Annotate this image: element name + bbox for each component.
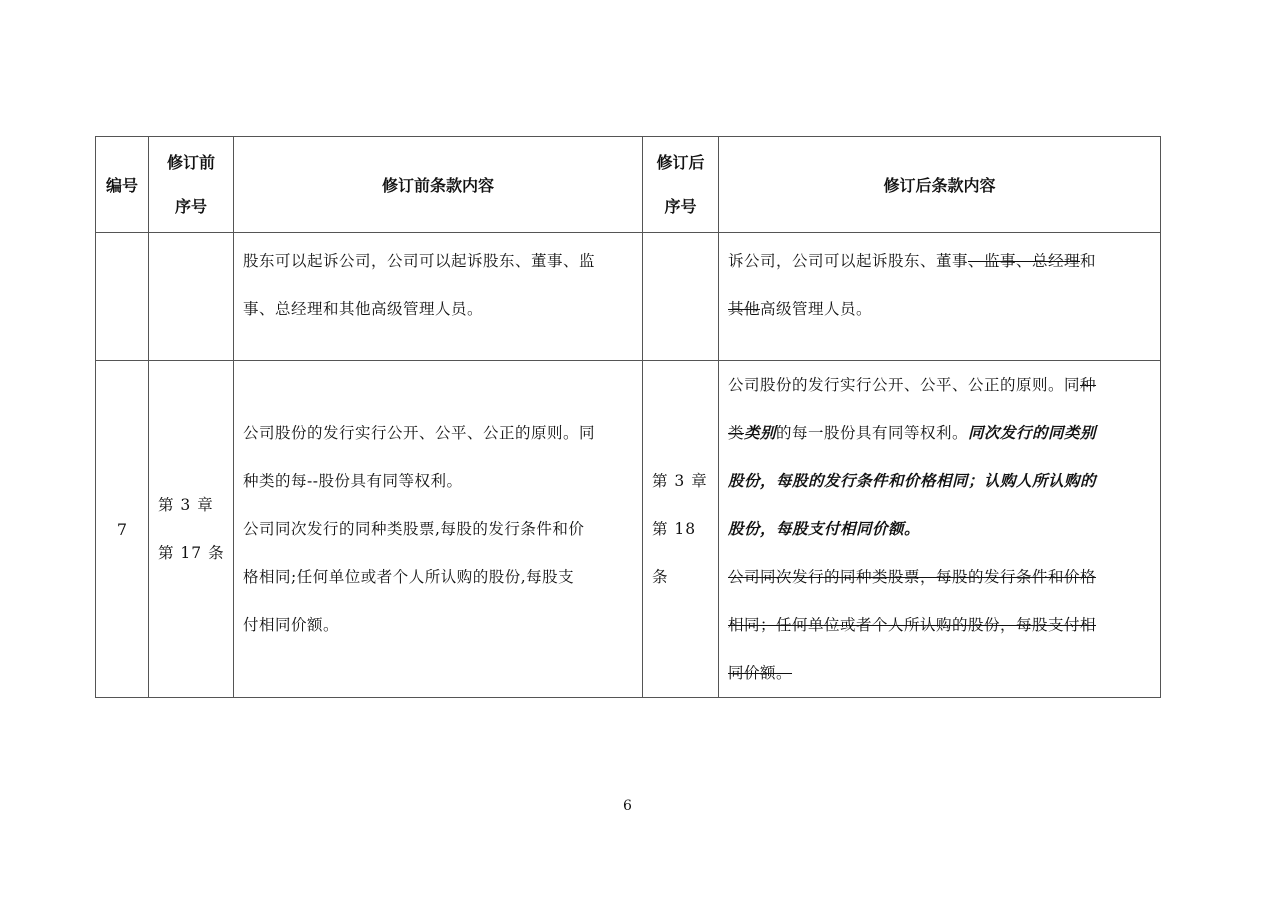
row1-before-content (234, 233, 643, 361)
row2-before-line1: 公司股份的发行实行公开、公平、公正的原则。同 (243, 424, 596, 442)
deleted-text: 、监事、总经理 (968, 252, 1081, 270)
inserted-text: 同次发行的同类别 (968, 423, 1097, 442)
inserted-text: 类别 (744, 423, 777, 442)
row1-after-seq-cell (643, 233, 719, 361)
row2-after-line5: 公司同次发行的同种类股票，每股的发行条件和价格 (728, 568, 1097, 586)
row2-after-seq-line3: 条 (652, 568, 669, 586)
row2-before-line3: 公司同次发行的同种类股票,每股的发行条件和价 (243, 520, 585, 538)
row2-after-line6: 相同；任何单位或者个人所认购的股份，每股支付相 (728, 616, 1097, 634)
row2-before-content (234, 361, 643, 698)
header-no: 编号 (96, 137, 149, 233)
plain-text: 诉公司，公司可以起诉股东、董事 (728, 252, 969, 270)
deleted-text: 类 (728, 424, 745, 442)
row2-no: 7 (96, 361, 149, 698)
row2-before-line2: 种类的每--股份具有同等权利。 (243, 472, 463, 490)
deleted-text: 其他 (728, 300, 761, 318)
row2-before-seq (149, 361, 234, 698)
plain-text: 高级管理人员。 (760, 300, 873, 318)
row2-after-seq-line2: 第 18 (652, 520, 697, 538)
header-before-content: 修订前条款内容 (234, 137, 643, 233)
row1-after-line1 (728, 237, 1152, 285)
plain-text: 和 (1080, 252, 1097, 270)
header-row (96, 137, 1161, 233)
row2-before-line5: 付相同价额。 (243, 616, 340, 634)
header-after-seq (643, 137, 719, 233)
plain-text: 公司股份的发行实行公开、公平、公正的原则。同 (728, 376, 1081, 394)
row1-before-line1: 股东可以起诉公司，公司可以起诉股东、董事、监 (243, 252, 596, 270)
row2-after-line7: 同价额。 (728, 664, 793, 682)
header-after-content: 修订后条款内容 (719, 137, 1161, 233)
header-after-seq-line2: 序号 (664, 196, 697, 216)
row2-after-seq (643, 361, 719, 698)
header-before-seq-line2: 序号 (174, 196, 207, 216)
row2-after-line3: 股份，每股的发行条件和价格相同；认购人所认购的 (728, 471, 1097, 490)
row1-before-line2: 事、总经理和其他高级管理人员。 (243, 300, 484, 318)
row2-before-seq-line1: 第 3 章 (158, 496, 214, 514)
table-row (96, 361, 1161, 698)
header-before-seq (149, 137, 234, 233)
row2-before-line4: 格相同;任何单位或者个人所认购的股份,每股支 (243, 568, 575, 586)
row2-after-line1 (728, 361, 1152, 409)
row2-before-seq-line2: 第 17 条 (158, 544, 225, 562)
page-number: 6 (623, 798, 632, 814)
row2-after-content (719, 361, 1161, 698)
row1-no-cell (96, 233, 149, 361)
row1-before-seq-cell (149, 233, 234, 361)
table-row (96, 233, 1161, 361)
header-after-seq-line1: 修订后 (656, 152, 705, 172)
plain-text: 的每一股份具有同等权利。 (776, 424, 969, 442)
row2-after-line2 (728, 409, 1152, 457)
deleted-text: 种 (1080, 376, 1097, 394)
row1-after-content (719, 233, 1161, 361)
row1-after-line2 (728, 285, 1152, 333)
row2-after-seq-line1: 第 3 章 (652, 472, 708, 490)
revision-table (95, 136, 1161, 698)
row2-after-line4: 股份，每股支付相同价额。 (728, 519, 921, 538)
header-before-seq-line1: 修订前 (166, 152, 215, 172)
